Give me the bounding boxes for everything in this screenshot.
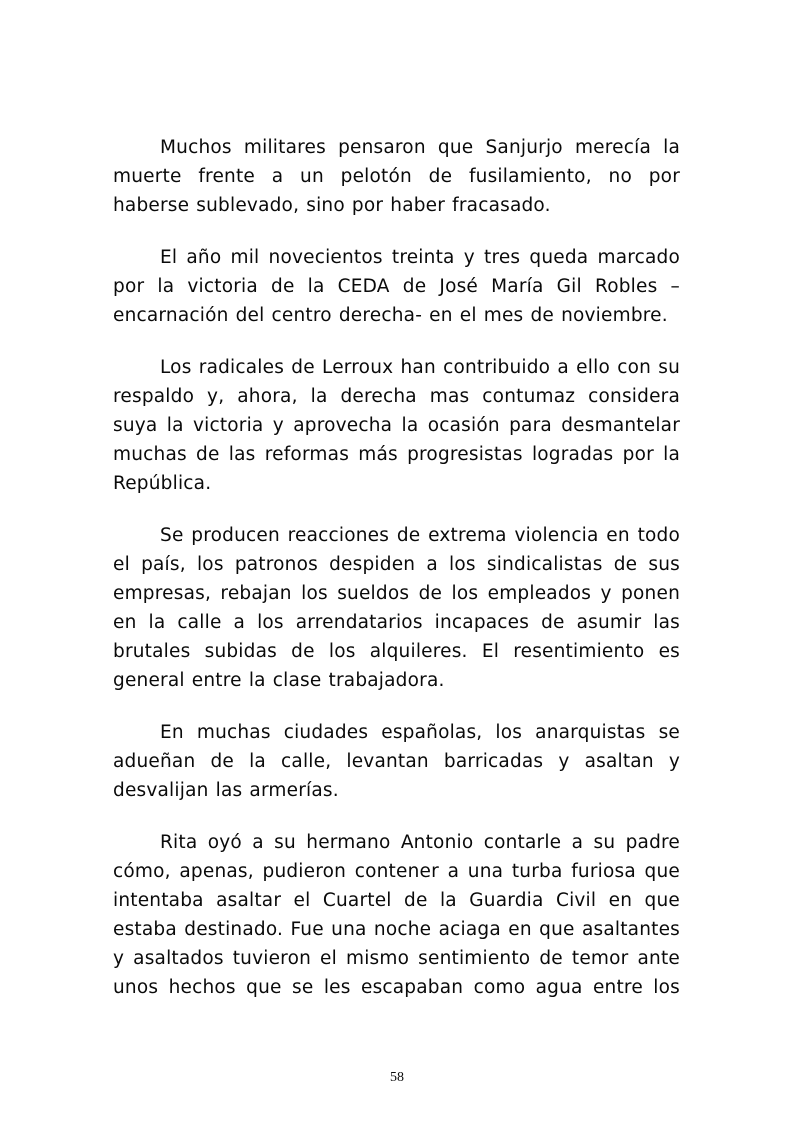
paragraph-sanjurjo: Muchos militares pensaron que Sanjurjo merecía la muerte frente a un pelotón de fusilamiento, no por haberse sublevado, sino por haber fracasado.	[113, 137, 680, 216]
paragraph-rita-antonio: Rita oyó a su hermano Antonio contarle a su padre cómo, apenas, pudieron contener a una turba furiosa que intentaba asaltar el Cuartel de la Guardia Civil en que estaba destinado. Fue una noche aciaga en que asaltantes y asaltados tuvieron el mismo sentimiento de temor ante unos hechos que se les escapaban como agua entre los	[113, 832, 680, 998]
page-number: 58	[390, 1070, 404, 1085]
paragraph-ceda-1933: El año mil novecientos treinta y tres queda marcado por la victoria de la CEDA de José María Gil Robles – encarnación del centro derecha- en el mes de noviembre.	[113, 247, 680, 326]
paragraph-reacciones-violencia: Se producen reacciones de extrema violencia en todo el país, los patronos despiden a los sindicalistas de sus empresas, rebajan los sueldos de los empleados y ponen en la calle a los arrendatarios incapaces de asumir las brutales subidas de los alquileres. El resentimiento es general entre la clase trabajadora.	[113, 525, 680, 691]
paragraph-radicales-lerroux: Los radicales de Lerroux han contribuido a ello con su respaldo y, ahora, la derecha mas contumaz considera suya la victoria y aprovecha la ocasión para desmantelar muchas de las reformas más progresistas logradas por la República.	[113, 357, 680, 494]
paragraph-anarquistas: En muchas ciudades españolas, los anarquistas se adueñan de la calle, levantan barricadas y asaltan y desvalijan las armerías.	[113, 722, 680, 801]
text-block	[113, 133, 680, 1025]
